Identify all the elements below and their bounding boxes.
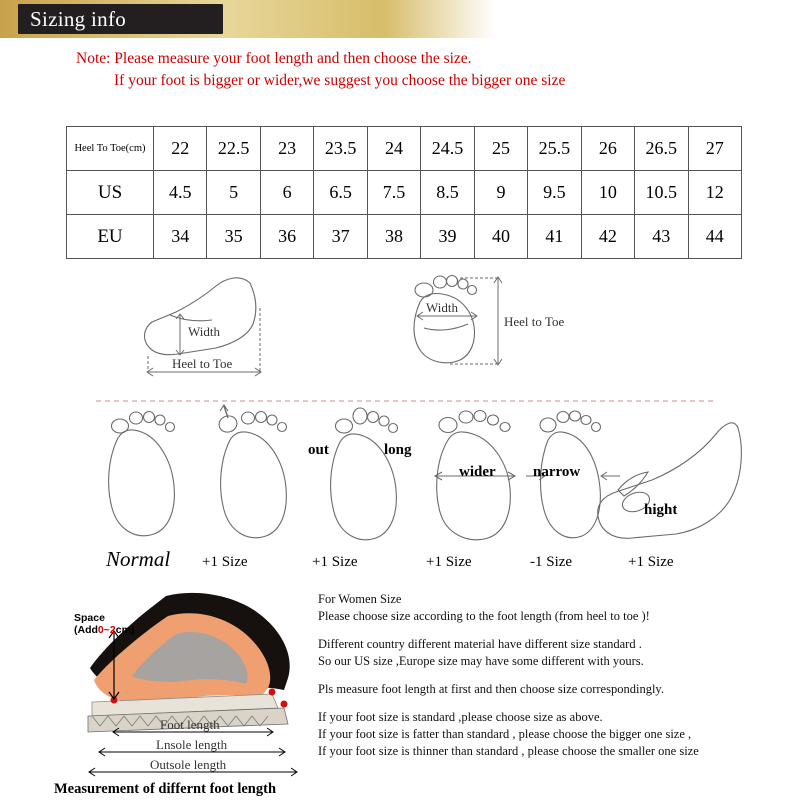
measurement-diagram [120,268,600,393]
cell: 39 [421,215,474,259]
foot-length-label: Foot length [160,717,220,732]
note-line-2: If your foot is bigger or wider,we suggest you choose the bigger one size [114,72,566,89]
note-block [66,48,751,92]
cell: 43 [635,215,688,259]
side-foot-outline [145,278,256,355]
bottom-title: Measurement of differnt foot length [54,781,277,797]
instructions-block [318,592,796,761]
note-text [66,48,751,92]
foot-outline-height [598,423,742,538]
cell: 27 [688,127,741,171]
outsole-length-label: Outsole length [150,757,227,772]
cell: 10 [581,171,634,215]
cell: 40 [474,215,527,259]
cell: 22.5 [207,127,260,171]
caption-normal: Normal [106,547,171,571]
space-label-line1: Space [74,612,105,624]
cell: 24.5 [421,127,474,171]
foot-outline-long [331,408,398,540]
cell: 23 [260,127,313,171]
label-narrow: narrow [533,464,581,480]
instructions-standard-2: So our US size ,Europe size may have some different with yours. [318,654,644,668]
cell: 6.5 [314,171,367,215]
cell: 36 [260,215,313,259]
cell: 5 [207,171,260,215]
cell: 9 [474,171,527,215]
cell: 44 [688,215,741,259]
instructions-standard-1: Different country different material have different size standard . [318,637,642,651]
top-width-label: Width [426,300,458,315]
cell: 37 [314,215,367,259]
cell: 26 [581,127,634,171]
label-hight: hight [644,502,678,518]
cell: 34 [154,215,207,259]
cell: 12 [688,171,741,215]
cell: 7.5 [367,171,420,215]
label-wider: wider [459,464,496,480]
side-width-label: Width [188,324,220,339]
caption-hight: +1 Size [628,554,674,570]
page-title: Sizing info [30,7,127,31]
cell: 8.5 [421,171,474,215]
cell: 25.5 [528,127,581,171]
cell: 24 [367,127,420,171]
cell: 41 [528,215,581,259]
row-header-cm: Heel To Toe(cm) [67,127,154,171]
foot-shapes-diagram [96,404,756,576]
cell: 22 [154,127,207,171]
size-table [66,126,742,259]
table-row [67,171,742,215]
cell: 4.5 [154,171,207,215]
caption-long: +1 Size [312,554,358,570]
cell: 38 [367,215,420,259]
instructions-fit-1: If your foot size is standard ,please choose size as above. [318,710,603,724]
cell: 35 [207,215,260,259]
table-row [67,127,742,171]
header-banner [0,0,800,38]
row-header-eu: EU [67,215,154,259]
instructions-fit-3: If your foot size is thinner than standard , please choose the smaller one size [318,744,699,758]
side-heeltoe-label: Heel to Toe [172,356,233,371]
side-width-arrow [176,314,184,355]
table-row [67,215,742,259]
foot-outline-out [217,405,287,538]
label-out: out [308,442,329,458]
instructions-choose: Please choose size according to the foot length (from heel to toe )! [318,609,650,623]
caption-narrow: -1 Size [530,554,573,570]
space-label-suffix: cm) [115,624,135,636]
label-long: long [384,442,412,458]
caption-wider: +1 Size [426,554,472,570]
cell: 10.5 [635,171,688,215]
caption-out: +1 Size [202,554,248,570]
cell: 25 [474,127,527,171]
marker-toe [269,689,276,696]
space-label-prefix: (Add [74,624,98,636]
instructions-measure: Pls measure foot length at first and then choose size correspondingly. [318,682,664,696]
top-heeltoe-label: Heel to Toe [504,314,565,329]
instructions-heading: For Women Size [318,592,402,606]
insole-length-label: Lnsole length [156,737,228,752]
cell: 42 [581,215,634,259]
foot-outline-normal [109,412,175,536]
marker-insole-end [281,701,288,708]
cell: 9.5 [528,171,581,215]
instructions-fit-2: If your foot size is fatter than standard , please choose the bigger one size , [318,727,692,741]
cell: 6 [260,171,313,215]
cell: 23.5 [314,127,367,171]
note-line-1: Note: Please measure your foot length and then choose the size. [76,50,472,67]
space-label [74,612,134,636]
space-label-value: 0~2 [97,624,116,636]
row-header-us: US [67,171,154,215]
cell: 26.5 [635,127,688,171]
top-foot-outline [414,276,477,363]
